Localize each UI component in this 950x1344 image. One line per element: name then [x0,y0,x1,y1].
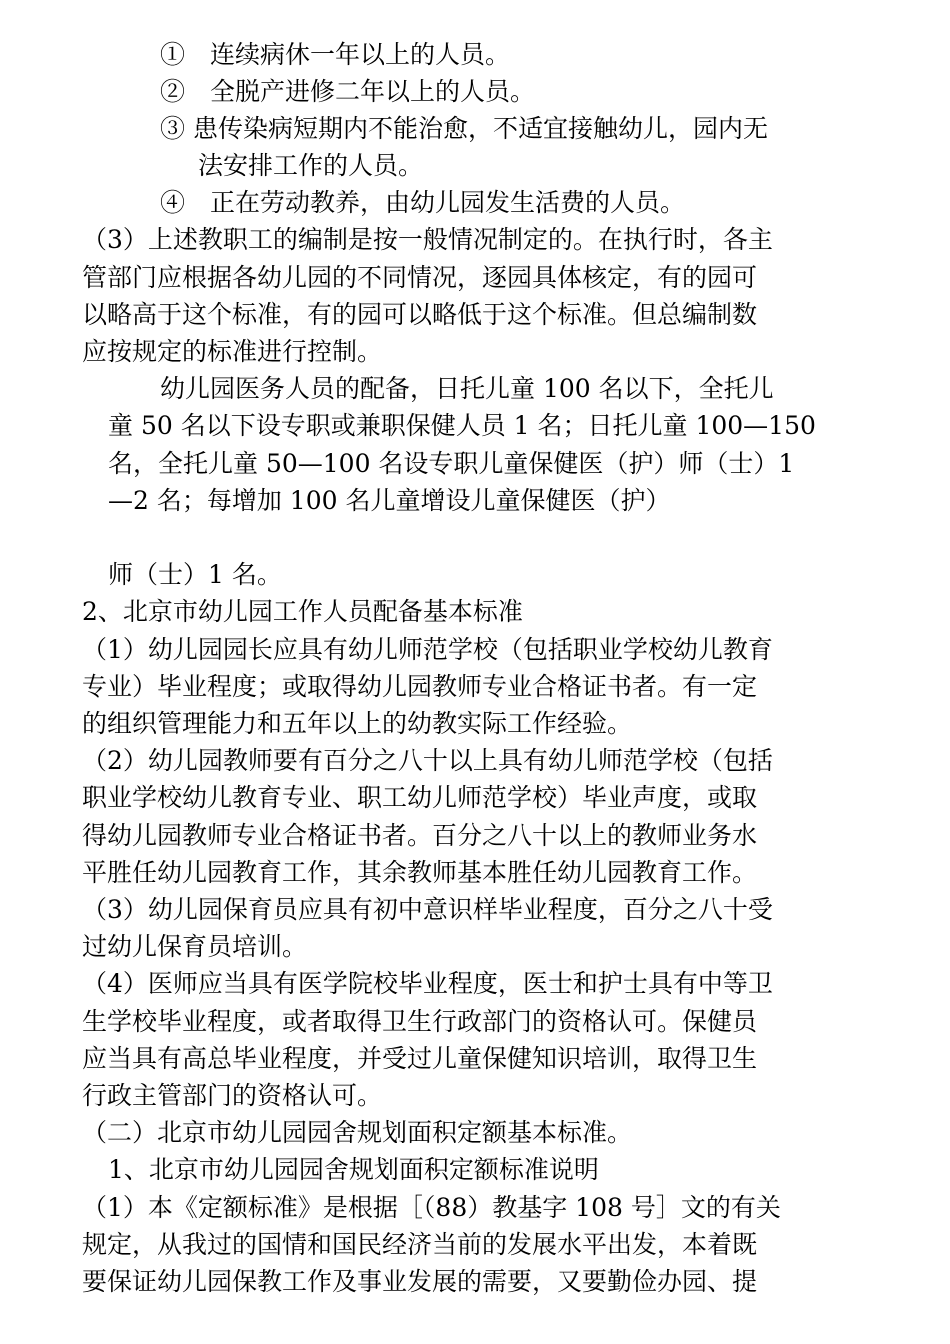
paragraph-line: （1）幼儿园园长应具有幼儿师范学校（包括职业学校幼儿教育 [82,635,773,664]
list-item-4: ④ 正在劳动教养，由幼儿园发生活费的人员。 [160,188,686,217]
paragraph-line: 童 50 名以下设专职或兼职保健人员 1 名；日托儿童 100—150 [108,411,816,440]
paragraph-line: 管部门应根据各幼儿园的不同情况，逐园具体核定，有的园可 [82,263,758,292]
paragraph-line: 的组织管理能力和五年以上的幼教实际工作经验。 [82,709,633,738]
list-item-2: ② 全脱产进修二年以上的人员。 [160,77,536,106]
paragraph-line: 平胜任幼儿园教育工作，其余教师基本胜任幼儿园教育工作。 [82,858,758,887]
subsection-heading: 1、北京市幼儿园园舍规划面积定额标准说明 [108,1155,599,1184]
paragraph-line: 师（士）1 名。 [108,560,282,589]
paragraph-line: 得幼儿园教师专业合格证书者。百分之八十以上的教师业务水 [82,821,758,850]
paragraph-line: 生学校毕业程度，或者取得卫生行政部门的资格认可。保健员 [82,1007,758,1036]
paragraph-line: （2）幼儿园教师要有百分之八十以上具有幼儿师范学校（包括 [82,746,773,775]
list-item-3: ③ 患传染病短期内不能治愈，不适宜接触幼儿，园内无 [160,114,768,143]
paragraph-line: （3）上述教职工的编制是按一般情况制定的。在执行时，各主 [82,225,773,254]
paragraph-line: 应按规定的标准进行控制。 [82,337,383,366]
list-item-1: ① 连续病休一年以上的人员。 [160,40,511,69]
paragraph-line: 要保证幼儿园保教工作及事业发展的需要，又要勤俭办园、提 [82,1267,758,1296]
list-item-3-continued: 法安排工作的人员。 [198,151,424,180]
paragraph-line: 过幼儿保育员培训。 [82,932,308,961]
paragraph-line: 行政主管部门的资格认可。 [82,1081,383,1110]
paragraph-line: 规定，从我过的国情和国民经济当前的发展水平出发，本着既 [82,1230,758,1259]
paragraph-line: 以略高于这个标准，有的园可以略低于这个标准。但总编制数 [82,300,758,329]
section-heading: （二）北京市幼儿园园舍规划面积定额基本标准。 [82,1118,633,1147]
paragraph-line: 应当具有高总毕业程度，并受过儿童保健知识培训，取得卫生 [82,1044,758,1073]
paragraph-line: 名，全托儿童 50—100 名设专职儿童保健医（护）师（士）1 [108,449,795,478]
section-heading: 2、北京市幼儿园工作人员配备基本标准 [82,597,523,626]
paragraph-line: 专业）毕业程度；或取得幼儿园教师专业合格证书者。有一定 [82,672,758,701]
paragraph-line: —2 名；每增加 100 名儿童增设儿童保健医（护） [108,486,671,515]
paragraph-line: （3）幼儿园保育员应具有初中意识样毕业程度，百分之八十受 [82,895,773,924]
paragraph-line: （4）医师应当具有医学院校毕业程度，医士和护士具有中等卫 [82,969,773,998]
paragraph-line: 职业学校幼儿教育专业、职工幼儿师范学校）毕业声度，或取 [82,783,758,812]
paragraph-line: （1）本《定额标准》是根据［（88）教基字 108 号］文的有关 [82,1193,781,1222]
paragraph-line: 幼儿园医务人员的配备，日托儿童 100 名以下，全托儿 [160,374,774,403]
